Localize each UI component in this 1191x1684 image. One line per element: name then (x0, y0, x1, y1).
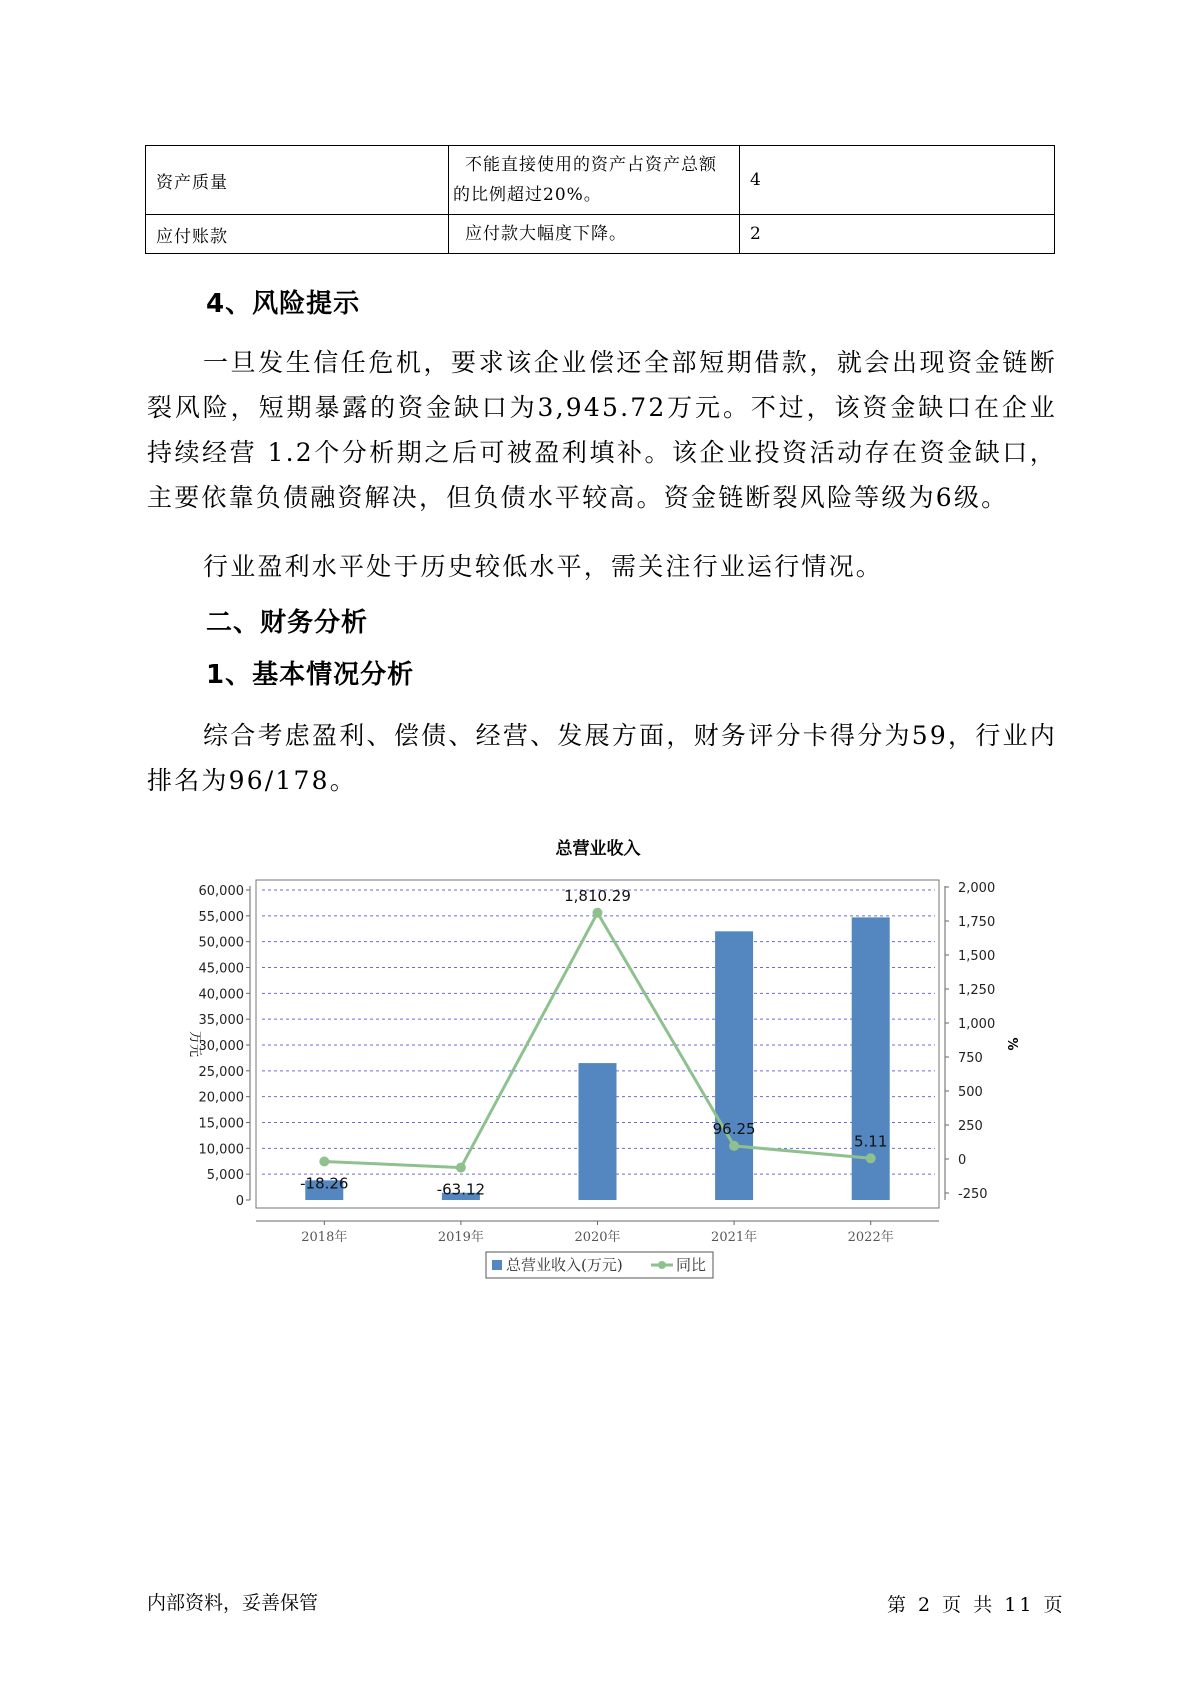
desc-line: 的比例超过20%。 (453, 185, 602, 205)
basic-paragraph-text: 综合考虑盈利、偿债、经营、发展方面，财务评分卡得分为59，行业内排名为96/178。 (147, 721, 1057, 795)
legend-bar-swatch (492, 1260, 502, 1270)
y-tick-label: 30,000 (198, 1039, 244, 1054)
y-tick-label: 45,000 (198, 961, 244, 977)
y-tick-label: 55,000 (198, 909, 244, 925)
yoy-data-label: 1,810.29 (564, 886, 631, 905)
y2-tick-label: 1,500 (958, 949, 996, 964)
legend-line-label: 同比 (676, 1256, 707, 1274)
table-cell-item: 资产质量 (146, 146, 449, 215)
y2-tick-label: 500 (958, 1085, 983, 1100)
y-tick-label: 35,000 (198, 1013, 244, 1029)
y-tick-label: 25,000 (198, 1064, 244, 1080)
desc-line: 应付款大幅度下降。 (465, 224, 627, 244)
table-cell-score: 4 (740, 146, 1055, 215)
y2-axis-label: % (1004, 1037, 1019, 1051)
footer-page-number: 第 2 页 共 11 页 (887, 1594, 1066, 1616)
bar-series (305, 917, 889, 1200)
legend-bar-label: 总营业收入(万元) (506, 1256, 623, 1274)
risk-heading: 4、风险提示 (206, 289, 361, 319)
y-axis (199, 884, 251, 1209)
yoy-point (456, 1163, 466, 1173)
yoy-point (319, 1156, 329, 1166)
x-tick-label: 2020年 (574, 1230, 621, 1245)
y2-tick-label: 1,000 (958, 1017, 996, 1032)
y2-tick-label: 0 (958, 1153, 967, 1168)
y-tick-label: 15,000 (198, 1116, 244, 1132)
yoy-data-label: -18.26 (300, 1174, 349, 1193)
y2-tick-label: 2,000 (958, 881, 996, 896)
yoy-data-label: 5.11 (853, 1132, 888, 1151)
chart-title: 总营业收入 (555, 839, 641, 859)
yoy-data-label: 96.25 (712, 1119, 756, 1138)
y-tick-label: 40,000 (198, 987, 244, 1003)
yoy-data-label: -63.12 (436, 1180, 486, 1199)
y-axis-label: 万元 (187, 1030, 202, 1058)
x-tick-label: 2021年 (711, 1230, 758, 1245)
x-tick-label: 2018年 (301, 1230, 348, 1245)
revenue-bar (715, 931, 753, 1200)
table-cell-score: 2 (740, 215, 1055, 254)
y-tick-label: 10,000 (198, 1142, 244, 1158)
y2-axis (945, 881, 995, 1202)
finance-heading: 二、财务分析 (206, 608, 369, 638)
footer-confidential: 内部资料，妥善保管 (147, 1592, 319, 1614)
risk-paragraph-text: 一旦发生信任危机，要求该企业偿还全部短期借款，就会出现资金链断裂风险，短期暴露的资金缺口为3,945.72万元。不过，该资金缺口在企业持续经营 1.2个分析期之后可被盈利填补。该企业投资活动存在资金缺口，主要依靠负债融资解决，但负债水平较高。资金链断裂风险等级为6级。 (147, 348, 1057, 512)
x-tick-label: 2019年 (437, 1230, 484, 1245)
legend-line-marker (658, 1261, 666, 1269)
y-tick-label: 60,000 (198, 884, 244, 899)
y2-tick-label: 750 (958, 1051, 983, 1066)
y-tick-label: 20,000 (198, 1090, 244, 1106)
industry-paragraph-text: 行业盈利水平处于历史较低水平，需关注行业运行情况。 (203, 552, 884, 581)
chart-legend (486, 1252, 713, 1278)
desc-line: 不能直接使用的资产占资产总额 (465, 155, 717, 175)
yoy-point (866, 1153, 876, 1163)
y2-tick-label: 1,250 (958, 983, 996, 998)
yoy-point (729, 1141, 739, 1151)
yoy-point (593, 908, 603, 918)
revenue-bar (579, 1063, 617, 1200)
y2-tick-label: 1,750 (958, 915, 996, 930)
y-tick-label: 0 (235, 1194, 244, 1209)
y-tick-label: 5,000 (206, 1168, 244, 1184)
basic-heading: 1、基本情况分析 (206, 660, 415, 690)
x-tick-label: 2022年 (847, 1230, 894, 1245)
x-axis (256, 1221, 939, 1245)
y2-tick-label: -250 (958, 1187, 988, 1202)
table-cell-item: 应付账款 (146, 215, 449, 254)
y-tick-label: 50,000 (198, 935, 244, 951)
y2-tick-label: 250 (958, 1119, 983, 1134)
